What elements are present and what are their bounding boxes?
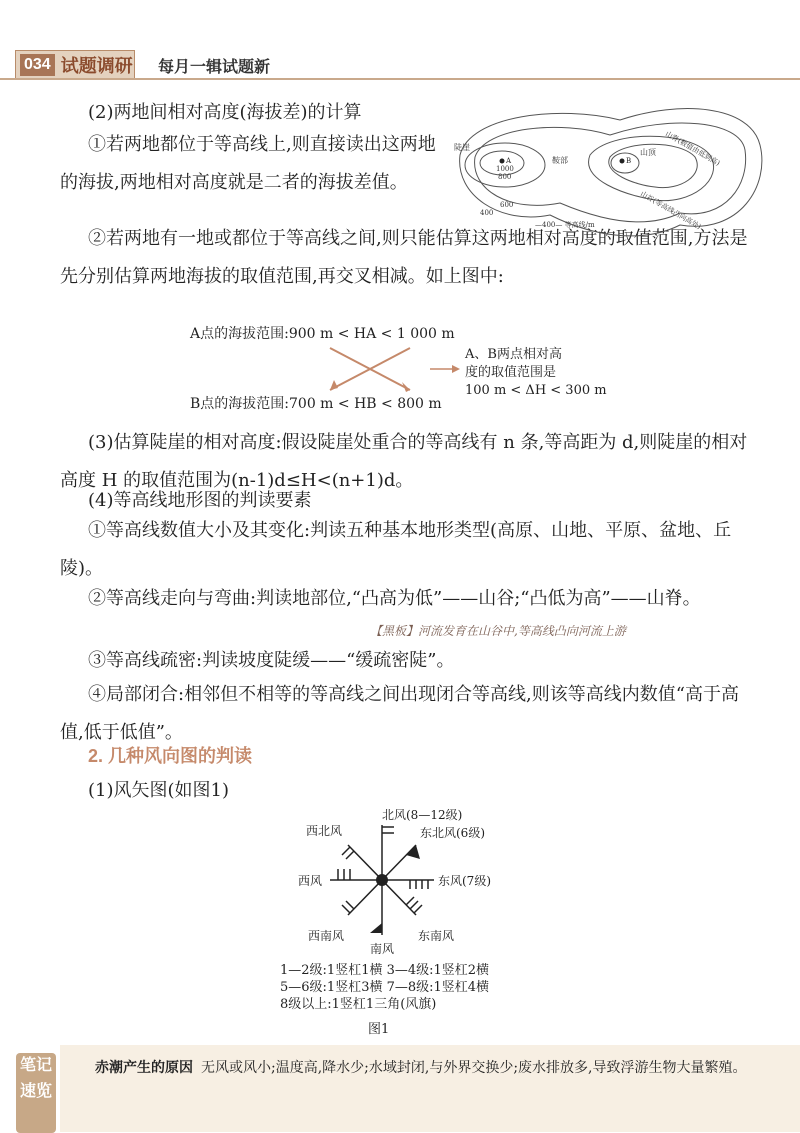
paragraph: ②等高线走向与弯曲:判读地部位,“凸高为低”——山谷;“凸低为高”——山脊。	[88, 588, 701, 609]
wind-label-northwest: 西北风	[306, 824, 343, 838]
result-text: 100 m < ΔH < 300 m	[465, 383, 607, 398]
point-label: B	[626, 157, 632, 165]
section-name: 试题调研	[60, 56, 133, 76]
b-range: B点的海拔范围:700 m < HB < 800 m	[190, 396, 442, 412]
wind-label-southeast: 东南风	[418, 929, 455, 943]
footer-body: 无风或风小;温度高,降水少;水域封闭,与外界交换少;废水排放多,导致浮游生物大量繁殖。	[201, 1060, 747, 1076]
a-range: A点的海拔范围:900 m < HA < 1 000 m	[190, 326, 455, 342]
contour-value: 600	[500, 201, 514, 209]
paragraph: ①等高线数值大小及其变化:判读五种基本地形类型(高原、山地、平原、盆地、丘陵)。	[60, 520, 732, 579]
legend-line: 5—6级:1竖杠3横 7—8级:1竖杠4横	[280, 980, 490, 995]
map-label: 山顶	[640, 148, 656, 157]
map-label: 鞍部	[552, 156, 568, 165]
footer-note	[95, 1055, 785, 1080]
point-label: A	[506, 157, 512, 165]
figure-caption: 图1	[368, 1022, 390, 1037]
legend-line: 1—2级:1竖杠1横 3—4级:1竖杠2横	[280, 963, 490, 978]
tab-label: 笔记速览	[19, 1057, 52, 1100]
wind-label-south: 南风	[370, 942, 395, 956]
contour-map	[440, 95, 770, 245]
contour-value: 800	[498, 173, 512, 181]
footer-title: 赤潮产生的原因	[95, 1059, 193, 1075]
paragraph: ①若两地都位于等高线上,则直接读出这两地的海拔,两地相对高度就是二者的海拔差值。	[60, 134, 436, 193]
map-legend: —400— 等高线/m	[535, 221, 595, 229]
map-label: 陡崖	[454, 143, 470, 152]
wind-rose-diagram	[270, 805, 530, 965]
result-text: A、B两点相对高	[465, 347, 562, 362]
map-label: 山谷(等高线凸向高处)	[639, 189, 703, 231]
note-tab	[16, 1053, 56, 1133]
section-heading: 2. 几种风向图的判读	[88, 746, 253, 766]
result-text: 度的取值范围是	[465, 365, 557, 380]
wind-label-west: 西风	[298, 874, 323, 888]
series-name: 每月一辑试题新	[158, 59, 271, 76]
wind-label-north: 北风(8—12级)	[382, 808, 463, 822]
blackboard-note: 【黑板】河流发育在山谷中,等高线凸向河流上游	[370, 624, 626, 638]
subsection-title: (2)两地间相对高度(海拔差)的计算	[88, 102, 362, 123]
paragraph: ③等高线疏密:判读坡度陡缓——“缓疏密陡”。	[88, 650, 455, 671]
paragraph: (3)估算陡崖的相对高度:假设陡崖处重合的等高线有 n 条,等高距为 d,则陡崖的相对高度 H 的取值范围为(n-1)d≤H<(n+1)d。	[60, 432, 748, 491]
wind-label-east: 东风(7级)	[438, 874, 491, 888]
subsection-title: (4)等高线地形图的判读要素	[88, 490, 312, 511]
footer	[0, 1045, 800, 1132]
page-badge	[15, 50, 135, 80]
map-label: 山脊(数值由低到高)	[664, 129, 722, 168]
wind-legend	[280, 962, 489, 1013]
legend-line: 8级以上:1竖杠1三角(风旗)	[280, 997, 437, 1012]
contour-value: 1000	[496, 165, 514, 173]
header-divider	[0, 78, 800, 80]
subsection-title: (1)风矢图(如图1)	[88, 780, 229, 801]
page-number: 034	[20, 54, 55, 76]
range-diagram	[180, 322, 640, 412]
page-header	[0, 0, 800, 90]
paragraph: ④局部闭合:相邻但不相等的等高线之间出现闭合等高线,则该等高线内数值“高于高值,低于低值”。	[60, 684, 739, 743]
wind-label-northeast: 东北风(6级)	[420, 826, 485, 840]
wind-label-southwest: 西南风	[308, 929, 345, 943]
contour-value: 400	[480, 209, 494, 217]
paragraph: ②若两地有一地或都位于等高线之间,则只能估算这两地相对高度的取值范围,方法是先分别估算两地海拔的取值范围,再交叉相减。如上图中:	[60, 228, 748, 287]
